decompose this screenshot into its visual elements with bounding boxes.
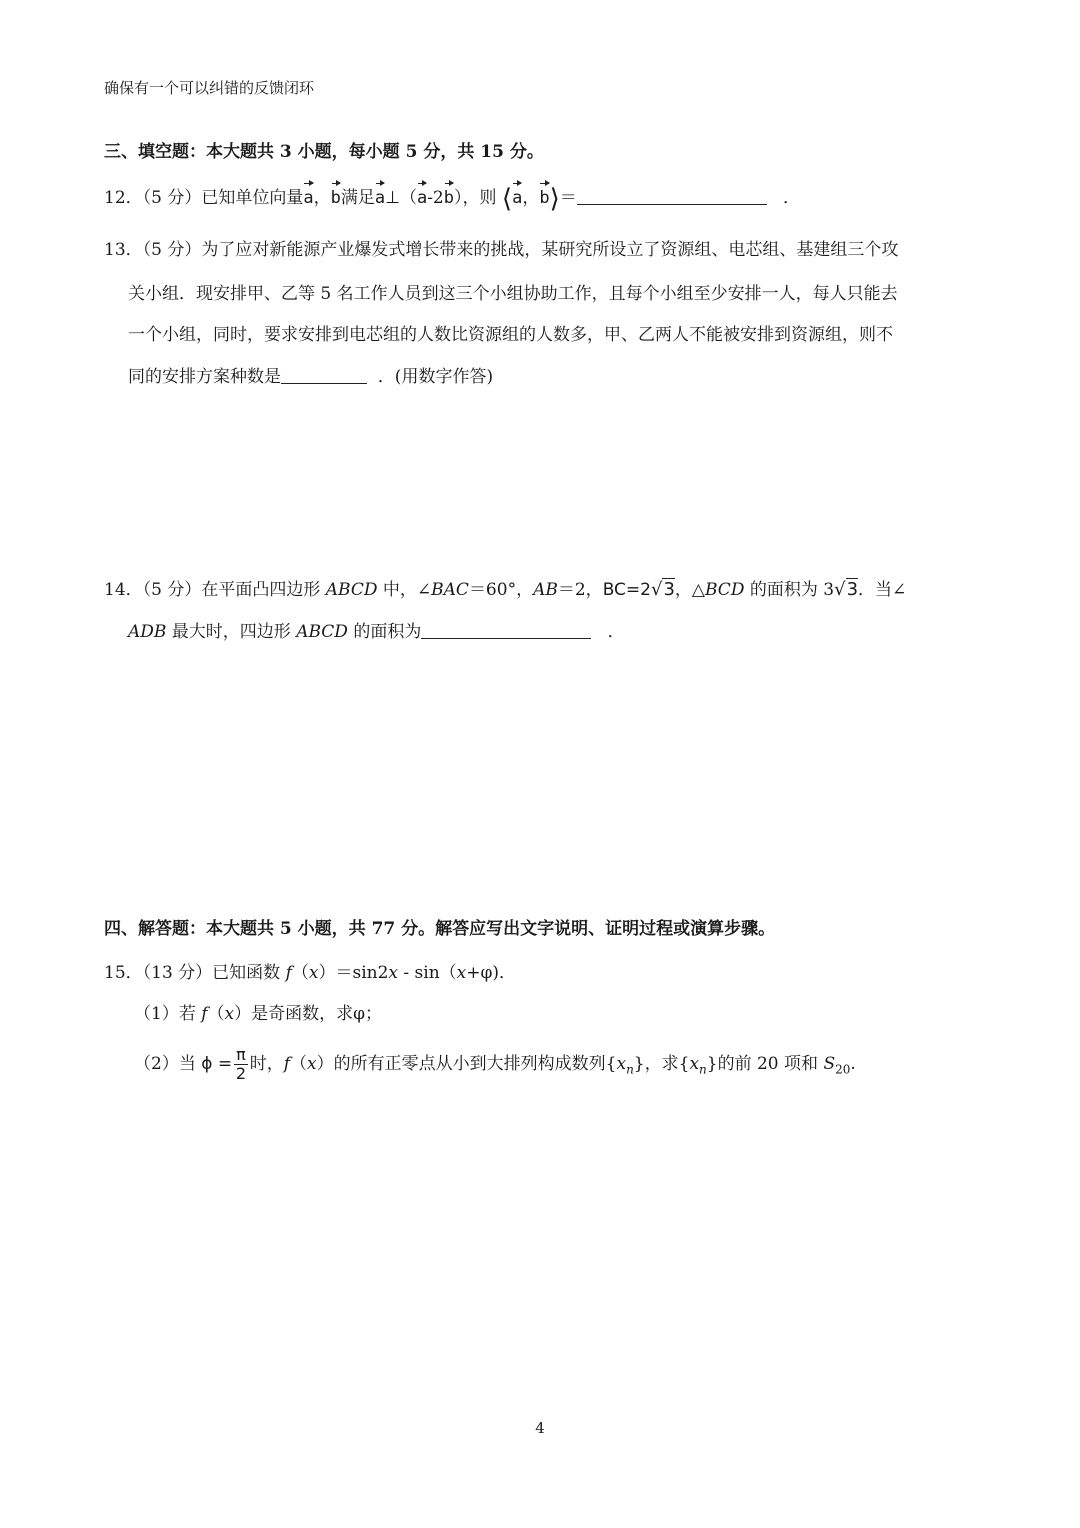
vector-a: a — [512, 188, 523, 208]
section-4-title: 四、解答题：本大题共 5 小题，共 77 分。解答应写出文字说明、证明过程或演算步骤。 — [104, 919, 776, 939]
answer-blank-13[interactable] — [281, 365, 367, 384]
answer-blank-12[interactable] — [577, 186, 767, 205]
header-note: 确保有一个可以纠错的反馈闭环 — [104, 79, 315, 97]
question-15-part-1: （1）若 f（x）是奇函数，求φ； — [134, 1004, 383, 1024]
angle-bracket-right: ⟩ — [549, 184, 560, 214]
q12-score: （5 分） — [142, 188, 202, 208]
q12-number: 12． — [104, 188, 143, 208]
perpendicular-symbol: ⊥ — [385, 188, 400, 208]
question-15: 15．（13 分）已知函数 f（x）＝sin2x - sin（x+φ)． — [104, 963, 517, 983]
vector-b: b — [443, 188, 454, 208]
vector-b: b — [330, 188, 341, 208]
vector-a: a — [416, 188, 428, 208]
sqrt-symbol: √3 — [834, 579, 859, 600]
angle-bracket-left: ⟨ — [501, 184, 513, 214]
vector-b: b — [539, 188, 550, 208]
question-14-line-2: ADB 最大时，四边形 ABCD 的面积为 ． — [128, 622, 625, 642]
question-15-part-2: （2）当 ϕ = $\frac{\pi}{2}$ 时，f（x）的所有正零点从小到大排列构成数列$\{x_n\}$，求$\{x_n\}$的前 20 项和 $S_{20}$. — [134, 1045, 856, 1083]
vector-a: a — [303, 188, 314, 208]
question-13-line-3: 一个小组，同时，要求安排到电芯组的人数比资源组的人数多，甲、乙两人不能被安排到资源组，则不 — [128, 325, 893, 345]
section-3-title: 三、填空题：本大题共 3 小题，每小题 5 分，共 15 分。 — [104, 142, 544, 162]
fraction-pi-over-2: $\frac{\pi}{2}$ — [235, 1045, 247, 1083]
q12-text: 已知单位向量 — [201, 188, 304, 208]
question-13-line-2: 关小组．现安排甲、乙等 5 名工作人员到这三个小组协助工作，且每个小组至少安排一人，每人只能去 — [128, 284, 898, 304]
question-13-line-4: 同的安排方案种数是 ．(用数字作答) — [128, 367, 494, 387]
question-14-line-1: 14．（5 分）在平面凸四边形 ABCD 中，∠BAC＝60°，AB＝2，BC=2√3，△BCD 的面积为 3√3．当∠ — [104, 579, 907, 600]
answer-blank-14[interactable] — [421, 620, 591, 639]
question-12: 12．（5 分）已知单位向量a，b满足a⊥（a-2b），则 ⟨a，b⟩＝ ． — [104, 184, 800, 214]
sqrt-symbol: √3 — [650, 579, 675, 600]
vector-a: a — [374, 188, 386, 208]
page-number: 4 — [535, 1419, 545, 1437]
question-13-line-1: 13．（5 分）为了应对新能源产业爆发式增长带来的挑战，某研究所设立了资源组、电芯组、基建组三个攻 — [104, 240, 899, 260]
